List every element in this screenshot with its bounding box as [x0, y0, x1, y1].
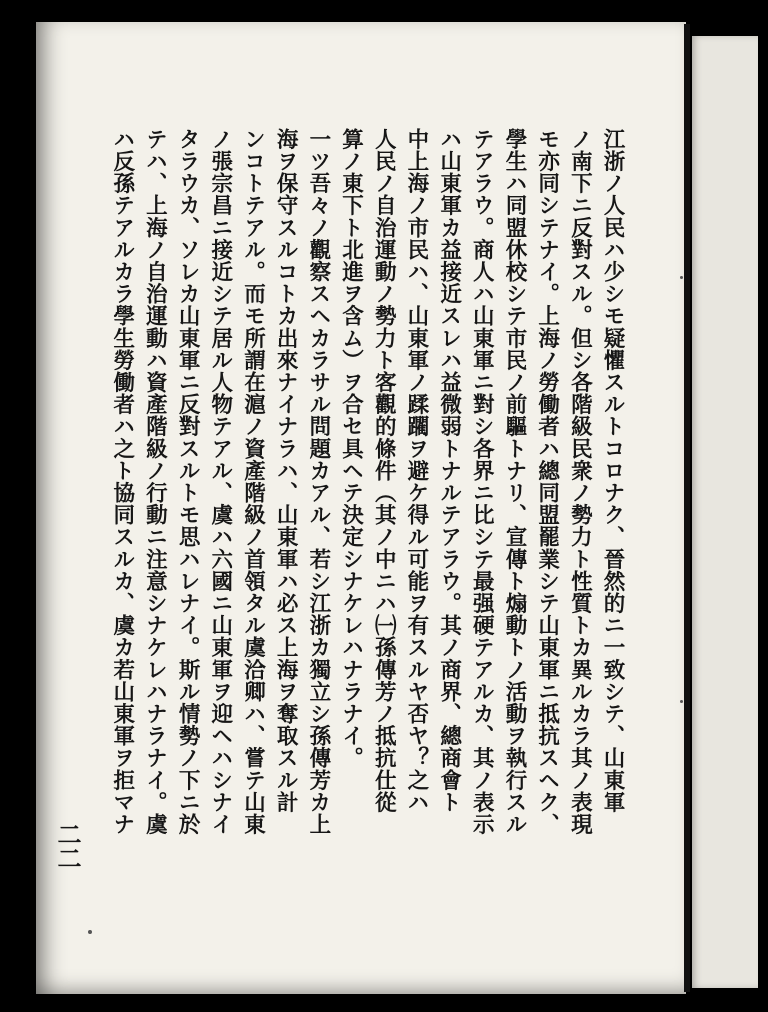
text-line: モ亦同シテナイ。上海ノ勞働者ハ總同盟罷業シテ山東軍ニ抵抗スヘク、: [534, 128, 560, 836]
text-line: 江浙ノ人民ハ少シモ疑懼スルトコロナク、晉然的ニ一致シテ、山東軍: [600, 128, 625, 814]
text-line: タラウカ、ソレカ山東軍ニ反對スルトモ思ハレナイ。斯ル情勢ノ下ニ於: [175, 128, 201, 836]
text-line: 海ヲ保守スルコトカ出來ナイナラハ、山東軍ハ必ス上海ヲ奪取スル計: [273, 128, 299, 814]
text-line: 中上海ノ市民ハ、山東軍ノ蹂躙ヲ避ケ得ル可能ヲ有スルヤ否ヤ？之ハ: [403, 128, 429, 814]
scan-speck: [680, 276, 683, 279]
text-line: ハ反孫テアルカラ學生勞働者ハ之ト協同スルカ、虞カ若山東軍ヲ拒マナ: [109, 128, 135, 836]
text-line: 算ノ東下ト北進ヲ含ム）ヲ合セ具ヘテ決定シナケレハナラナイ。: [338, 128, 364, 769]
text-line: ノ張宗昌ニ接近シテ居ル人物テアル、虞ハ六國ニ山東軍ヲ迎ヘハシナイ: [207, 128, 233, 836]
facing-page-edge: [692, 36, 758, 988]
scan-speck: [88, 930, 92, 934]
text-line: 人民ノ自治運動ノ勢力ト客觀的條件（其ノ中ニハ㈠孫傳芳ノ抵抗仕從: [371, 128, 397, 814]
text-line: ンコトテアル。而モ所謂在滬ノ資產階級ノ首領タル虞洽卿ハ、嘗テ山東: [240, 128, 266, 836]
text-line: テハ、上海ノ自治運動ハ資產階級ノ行動ニ注意シナケレハナラナイ。虞: [142, 128, 168, 836]
text-line: 一ツ吾々ノ觀察スヘカラサル問題カアル、若シ江浙カ獨立シ孫傳芳カ上: [305, 128, 331, 836]
book-gutter: [684, 24, 690, 992]
text-line: ノ南下ニ反對スル。但シ各階級民衆ノ勢力ト性質トカ異ルカラ其ノ表現: [567, 128, 593, 836]
text-line: 學生ハ同盟休校シテ市民ノ前驅トナリ、宣傳ト煽動トノ活動ヲ執行スル: [501, 128, 527, 836]
page-number: 二二: [53, 822, 82, 870]
text-line: ハ山東軍カ益接近スレハ益微弱トナルテアラウ。其ノ商界、總商會ト: [436, 128, 462, 814]
vertical-text-body: [108, 128, 628, 928]
text-line: テアラウ。商人ハ山東軍ニ對シ各界ニ比シテ最强硬テアルカ、其ノ表示: [469, 128, 495, 836]
scan-speck: [680, 700, 683, 703]
